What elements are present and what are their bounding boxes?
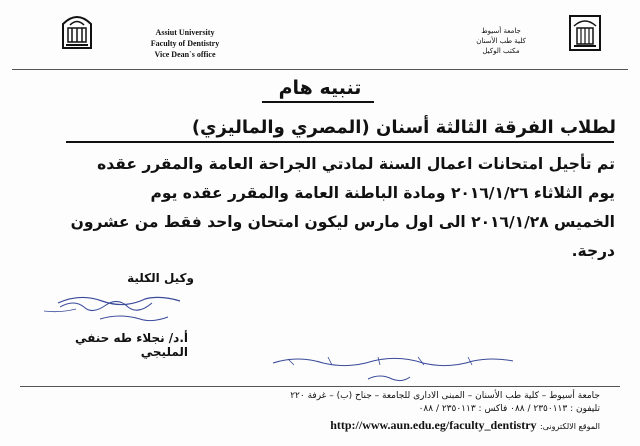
- website-link[interactable]: http://www.aun.edu.eg/faculty_dentistry: [330, 418, 537, 432]
- notice-title: تنبيه هام: [278, 77, 362, 99]
- footer-divider: [20, 386, 620, 387]
- body-line: الخميس ٢٠١٦/١/٢٨ الى اول مارس ليكون امتحان واحد فقط من عشرون: [70, 213, 615, 231]
- footer-phone: تليفون : ٢٣٥٠١١٣ / ٠٨٨ فاكس : ٢٣٥٠١١٣ / ٠٨٨: [418, 404, 600, 414]
- signatory-name: أ.د/ نجلاء طه حنفي المليجي: [74, 331, 188, 359]
- signatory-title: وكيل الكلية: [127, 271, 194, 285]
- faculty-name-ar: كلية طب الأسنان: [476, 37, 526, 45]
- notice-body: [28, 150, 615, 266]
- footer-website: [160, 420, 600, 432]
- university-name-en: Assiut University: [155, 28, 215, 37]
- header-divider: [12, 69, 628, 70]
- university-logo-icon: [568, 12, 602, 52]
- university-name-ar: جامعة أسيوط: [481, 27, 521, 35]
- footer-address: جامعة أسيوط – كلية طب الأسنان – المبنى الادارى للجامعة – جناح (ب) – غرفة ٢٢٠: [290, 391, 600, 401]
- subtitle-underline: [66, 141, 614, 143]
- website-label: الموقع الالكترونى:: [540, 422, 600, 431]
- header-arabic: [445, 26, 557, 56]
- handwritten-note: [268, 349, 518, 385]
- notice-subtitle: لطلاب الفرقة الثالثة أسنان (المصري والماليزي): [191, 117, 616, 138]
- body-line: تم تأجيل امتحانات اعمال السنة لمادتي الجراحة العامة والمقرر عقده: [97, 155, 615, 173]
- body-line: يوم الثلاثاء ٢٠١٦/١/٢٦ ومادة الباطنة العامة والمقرر عقده يوم: [150, 184, 615, 202]
- faculty-name-en: Faculty of Dentistry: [150, 39, 220, 48]
- office-name-en: Vice Dean`s office: [154, 50, 216, 59]
- faculty-logo-icon: [60, 10, 94, 50]
- handwritten-signature: [40, 289, 190, 329]
- header-english: [128, 27, 242, 60]
- body-line: درجة.: [571, 242, 615, 260]
- office-name-ar: مكتب الوكيل: [482, 47, 520, 55]
- title-underline: [262, 101, 374, 103]
